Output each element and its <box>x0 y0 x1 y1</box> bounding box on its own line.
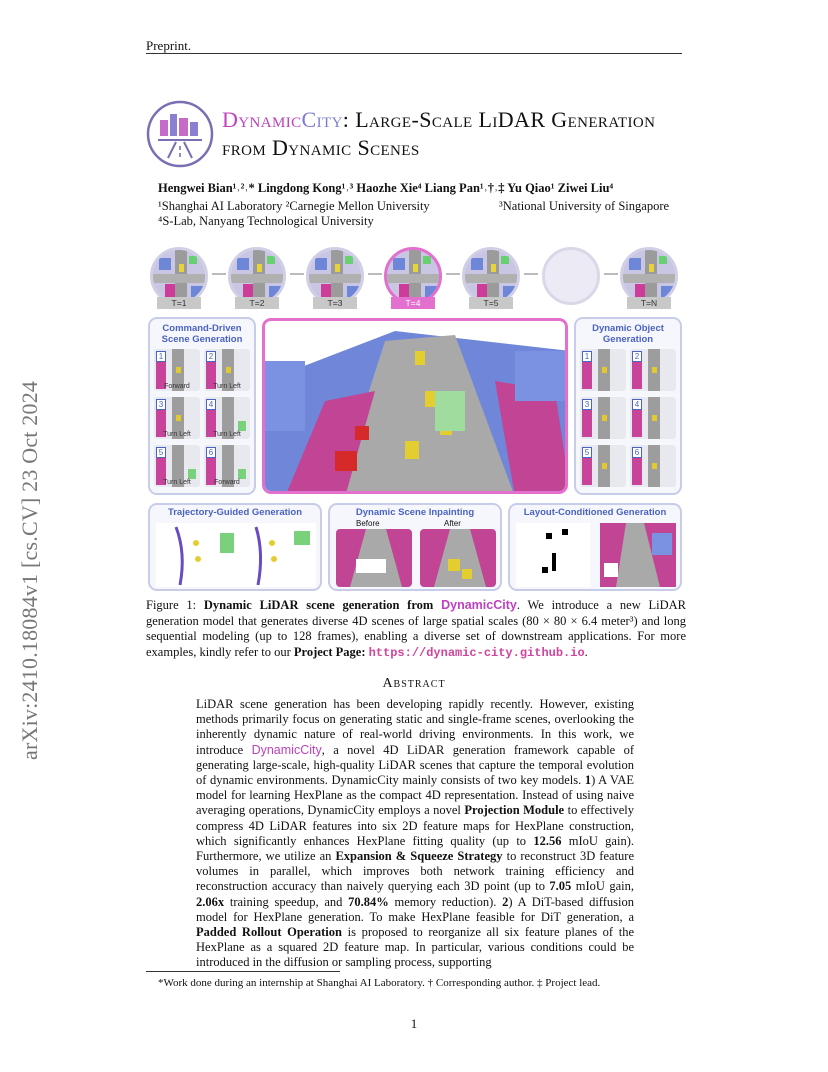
abstract-number: 2.06x <box>196 894 225 909</box>
project-url-link[interactable]: https://dynamic-city.github.io <box>368 645 585 660</box>
command-driven-panel <box>148 317 256 495</box>
abstract-step: 1 <box>584 773 592 788</box>
abstract-text: memory reduction). <box>388 894 503 909</box>
object-cell: 2 <box>630 349 676 391</box>
affiliation-line-1: ¹Shanghai AI Laboratory ²Carnegie Mellon University <box>158 199 430 213</box>
timestep-strip <box>146 245 686 311</box>
abstract-text: to effectively compress 4D LiDAR features into six 2D feature maps for HexPlane construction, which significantly enhances HexPlane fitting quality (up to <box>196 803 635 848</box>
footnote: *Work done during an internship at Shanghai AI Laboratory. † Corresponding author. ‡ Project lead. <box>158 977 601 989</box>
dynamic-object-panel <box>574 317 682 495</box>
abstract-body <box>196 697 634 971</box>
command-cell: 6 Forward <box>204 445 250 487</box>
affiliation-nus: ³National University of Singapore <box>499 199 670 213</box>
abstract-text: is proposed to reorganize all six feature planes of the HexPlane as a squared 2D feature map. In particular, various conditions could be introduced in the diffusion or sampling process, supporting <box>196 925 634 970</box>
arrow-icon <box>604 273 618 275</box>
timestep-label: T=2 <box>235 297 279 309</box>
abstract-bold: Projection Module <box>464 803 565 818</box>
inpainting-panel <box>328 503 502 591</box>
title-rest: : Large-Scale LiDAR Generation from Dynamic Scenes <box>222 107 656 160</box>
arrow-icon <box>368 273 382 275</box>
arxiv-identifier[interactable]: arXiv:2410.18084v1 [cs.CV] 23 Oct 2024 <box>17 380 42 760</box>
timestep-label: T=1 <box>157 297 201 309</box>
abstract-text: , a novel 4D LiDAR generation framework capable of generating large-scale, high-quality LiDAR scenes that capture the temporal evolution of dynamic environments. DynamicCity mainly consists of two key models. <box>196 742 634 788</box>
abstract-number: 7.05 <box>549 879 572 894</box>
command-cell: 5 Turn Left <box>154 445 200 487</box>
timestep-label: T=5 <box>469 297 513 309</box>
abstract-bold: Expansion & Squeeze Strategy <box>335 849 503 864</box>
abstract-text: LiDAR scene generation has been developing rapidly recently. However, existing methods primarily focus on generating static and single-frame scenes, overlooking the inherently dynamic nature of real-world driving environments. In this work, we introduce <box>196 697 634 757</box>
abstract-number: 70.84% <box>348 894 389 909</box>
before-label: Before <box>356 519 380 528</box>
abstract-text: to reconstruct 3D feature volumes in parallel, which improves both network training efficiency and reconstruction accuracy than naively querying each 3D point (up to <box>196 849 634 894</box>
inpainting-title: Dynamic Scene Inpainting <box>355 507 475 518</box>
layout-panel <box>508 503 682 591</box>
header-rule <box>146 53 682 54</box>
footnote-rule <box>146 971 340 972</box>
command-cell: 2 Turn Left <box>204 349 250 391</box>
arrow-icon <box>290 273 304 275</box>
scene-illustration <box>265 321 568 494</box>
arrow-icon <box>446 273 460 275</box>
abstract-text: training speedup, and <box>224 894 349 909</box>
caption-prefix: Figure 1: <box>146 598 204 612</box>
object-cell: 1 <box>580 349 626 391</box>
trajectory-illustration <box>156 523 316 587</box>
generated-scene-render <box>262 318 568 494</box>
object-cell: 3 <box>580 397 626 439</box>
abstract-brand: DynamicCity <box>251 742 322 757</box>
author-list: Hengwei Bian¹˒²˒* Lingdong Kong¹˒³ Haozhe Xie⁴ Liang Pan¹˒†˒‡ Yu Qiao¹ Ziwei Liu⁴ <box>158 181 614 195</box>
figure-caption <box>146 598 686 661</box>
title-brand-city: City <box>301 107 343 132</box>
object-cell: 6 <box>630 445 676 487</box>
timestep-label: T=3 <box>313 297 357 309</box>
caption-project: Project Page: <box>293 644 369 659</box>
object-cell: 5 <box>580 445 626 487</box>
arrow-icon <box>212 273 226 275</box>
dynamic-object-title: Dynamic Object Generation <box>592 323 664 345</box>
abstract-text: ) A DiT-based diffusion model for HexPlane generation. To make HexPlane feasible for DiT generation, a <box>196 894 634 924</box>
caption-end: . <box>584 644 588 659</box>
abstract-number: 12.56 <box>533 833 562 848</box>
affiliation-line-2: ⁴S-Lab, Nanyang Technological University <box>158 214 374 228</box>
object-cell: 4 <box>630 397 676 439</box>
timestep-thumbnail-faded <box>542 247 600 305</box>
abstract-text: ) A VAE model for learning HexPlane as the compact 4D representation. Instead of using naive averaging operations, DynamicCity employs a novel <box>196 773 634 818</box>
abstract-heading: Abstract <box>382 676 446 691</box>
trajectory-panel <box>148 503 322 591</box>
page-number: 1 <box>410 1016 418 1031</box>
affiliations <box>158 199 688 229</box>
title-brand-dynamic: Dynamic <box>222 107 302 132</box>
after-label: After <box>444 519 461 528</box>
abstract-text: mIoU gain). Furthermore, we utilize an <box>196 833 634 864</box>
caption-brand: DynamicCity <box>441 598 517 612</box>
abstract-text: mIoU gain, <box>571 879 635 894</box>
figure-1 <box>146 245 686 591</box>
paper-title <box>222 106 692 162</box>
layout-illustration <box>516 523 676 587</box>
timestep-label: T=4 <box>391 297 435 309</box>
caption-body: . We introduce a new LiDAR generation model that generates diverse 4D scenes of large spatial scales (80 × 80 × 6.4 meter³) and long sequential modeling (up to 128 frames), enabling a diverse set of downstream applications. For more examples, kindly refer to our <box>146 598 686 659</box>
inpainting-illustration <box>336 529 496 587</box>
abstract-step: 2 <box>502 894 509 909</box>
dynamiccity-logo-icon <box>146 100 214 168</box>
running-header: Preprint. <box>146 38 192 53</box>
caption-bold: Dynamic LiDAR scene generation from <box>203 598 442 612</box>
abstract-bold: Padded Rollout Operation <box>196 925 342 940</box>
command-cell: 1 Forward <box>154 349 200 391</box>
command-cell: 4 Turn Left <box>204 397 250 439</box>
trajectory-title: Trajectory-Guided Generation <box>167 507 303 518</box>
command-driven-title: Command-Driven Scene Generation <box>161 323 243 345</box>
layout-title: Layout-Conditioned Generation <box>523 507 667 518</box>
arrow-icon <box>524 273 538 275</box>
timestep-label: T=N <box>627 297 671 309</box>
command-cell: 3 Turn Left <box>154 397 200 439</box>
